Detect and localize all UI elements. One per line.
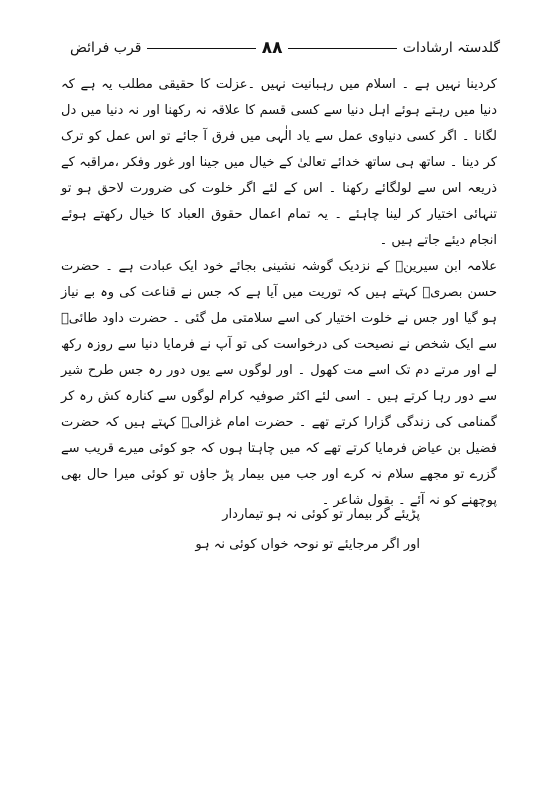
- header-rule-left: [147, 48, 255, 49]
- paragraph: کردینا نہیں ہے ۔ اسلام میں رہبانیت نہیں ۔عزلت کا حقیقی مطلب یہ ہے کہ دنیا میں رہتے ہوئے اہل دنیا سے کسی قسم کا علاقہ نہ رکھنا اور نہ دنیا میں دل لگانا ۔ اگر کسی دنیاوی عمل سے یاد الٰہی میں فرق آ جائے تو اس عمل کو ترک کر دینا ۔ ساتھ ہی ساتھ خدائے تعالیٰ کے خیال میں جینا اور غور وفکر ،مراقبہ کے ذریعہ اس سے لولگائے رکھنا ۔ اس کے لئے اگر خلوت کی ضرورت لاحق ہو تو تنہائی اختیار کر لینا چاہئے ۔ یہ تمام اعمال حقوق العباد کا خیال رکھتے ہوئے انجام دیئے جاتے ہیں ۔: [61, 77, 497, 248]
- poetry-couplet: [180, 500, 420, 560]
- book-title: گلدستہ ارشادات: [402, 40, 500, 56]
- section-title: قرب فرائض: [69, 40, 142, 56]
- verse-line: پڑیئے گر بیمار تو کوئی نہ ہو تیماردار: [222, 507, 420, 522]
- running-header: [70, 36, 500, 60]
- paragraph: علامہ ابن سیرینؒ کے نزدیک گوشہ نشینی بجائے خود ایک عبادت ہے ۔ حضرت حسن بصریؒ کہتے ہیں کہ توریت میں آیا ہے کہ جس نے قناعت کی وہ بے نیاز ہو گیا اور جس نے خلوت اختیار کی اسے سلامتی مل گئی ۔ حضرت داود طائیؒ سے ایک شخص نے نصیحت کی درخواست کی تو آپ نے فرمایا دنیا سے روزہ رکھ لے اور مرتے دم تک اسے مت کھول ۔ اور لوگوں سے یوں دور رہ جس طرح شیر سے دور رہا کرتے ہیں ۔ اسی لئے اکثر صوفیہ کرام لوگوں سے کنارہ کش رہ کر گمنامی کی زندگی گزارا کرتے تھے ۔ حضرت امام غزالیؒ کہتے ہیں کہ حضرت فضیل بن عیاض فرمایا کرتے تھے کہ میں چاہتا ہوں کہ جو کوئی میرے قریب سے گزرے تو مجھے سلام نہ کرے اور جب میں بیمار پڑ جاؤں تو کوئی میرا حال بھی پوچھنے کو نہ آئے ۔ بقول شاعر ۔: [61, 259, 497, 508]
- verse-line: اور اگر مرجایئے تو نوحہ خواں کوئی نہ ہو: [195, 537, 420, 552]
- page-number: ۸۸: [261, 38, 283, 58]
- body-text: [61, 72, 497, 514]
- header-rule-right: [288, 48, 396, 49]
